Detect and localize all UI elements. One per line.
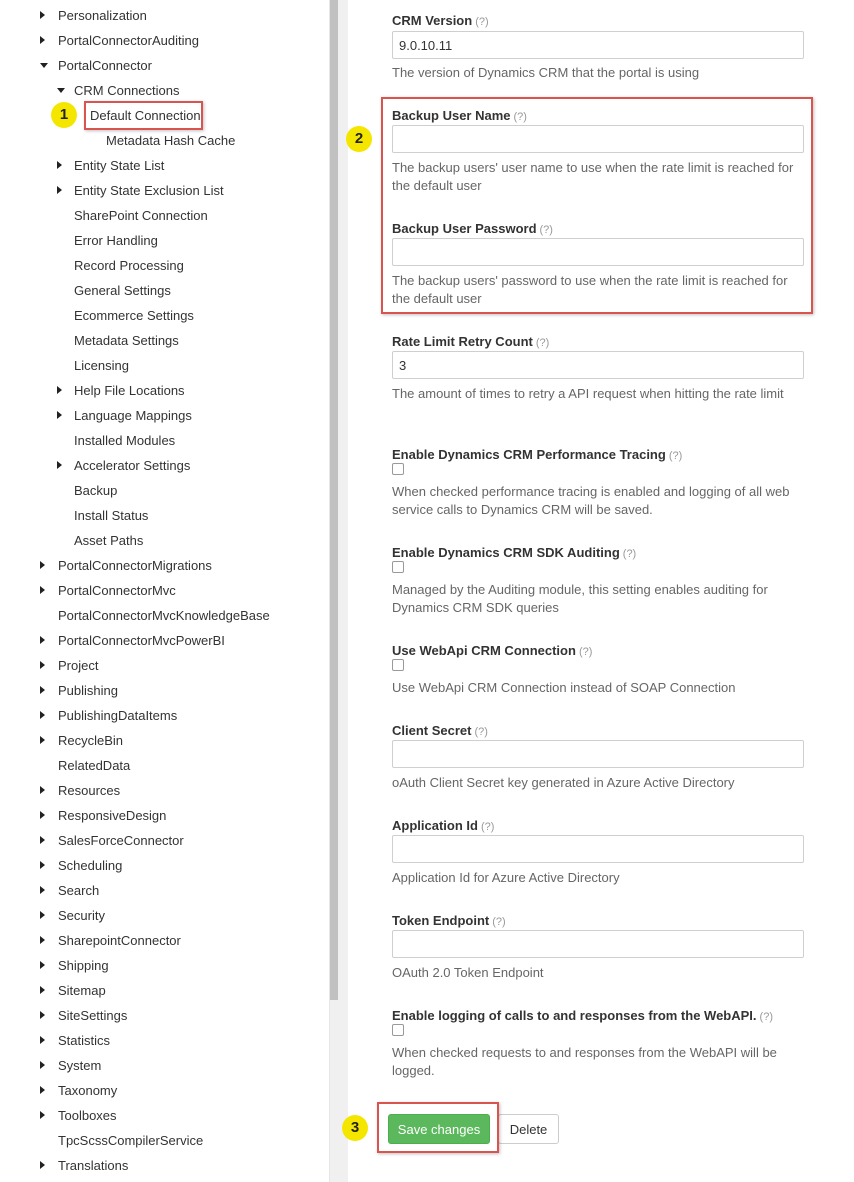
sidebar-item-label: Security bbox=[58, 908, 105, 923]
sidebar-item[interactable] bbox=[0, 1153, 330, 1178]
help-icon[interactable]: (?) bbox=[578, 646, 593, 658]
application-id-input[interactable] bbox=[392, 835, 804, 863]
sidebar-item-label: Default Connection bbox=[90, 108, 201, 123]
sidebar-item[interactable] bbox=[0, 253, 330, 278]
sidebar-item-label: System bbox=[58, 1058, 102, 1073]
sidebar-item[interactable] bbox=[0, 153, 330, 178]
help-icon[interactable]: (?) bbox=[622, 548, 637, 560]
help-icon[interactable]: (?) bbox=[480, 821, 495, 833]
webapi-logging-label bbox=[392, 1008, 773, 1023]
caret-right-icon[interactable] bbox=[40, 986, 45, 994]
sidebar-item[interactable] bbox=[0, 1028, 330, 1053]
backup-user-password-label bbox=[392, 221, 553, 236]
caret-right-icon[interactable] bbox=[57, 161, 62, 169]
sidebar-item-label: SharepointConnector bbox=[58, 933, 181, 948]
sidebar-item-label: Statistics bbox=[58, 1033, 111, 1048]
webapi-logging-label-text: Enable logging of calls to and responses from the WebAPI. bbox=[392, 1008, 757, 1023]
sdk-auditing-label bbox=[392, 545, 636, 560]
help-icon[interactable]: (?) bbox=[513, 111, 527, 123]
help-icon[interactable]: (?) bbox=[535, 337, 550, 349]
crm-version-label bbox=[392, 13, 489, 28]
sidebar-item-label: RecycleBin bbox=[58, 733, 124, 748]
sidebar-item[interactable] bbox=[0, 528, 330, 553]
sidebar-item[interactable] bbox=[0, 478, 330, 503]
sidebar-item-label: PortalConnectorMvcPowerBI bbox=[58, 633, 225, 648]
rate-limit-retry-count-label-text: Rate Limit Retry Count bbox=[392, 334, 533, 349]
application-id-description: Application Id for Azure Active Directory bbox=[392, 870, 620, 885]
sidebar-item[interactable] bbox=[0, 953, 330, 978]
backup-user-name-label-text: Backup User Name bbox=[392, 108, 511, 123]
caret-right-icon[interactable] bbox=[40, 911, 45, 919]
sidebar-item[interactable] bbox=[0, 1003, 330, 1028]
sidebar-item-label: Asset Paths bbox=[74, 533, 144, 548]
caret-right-icon[interactable] bbox=[40, 786, 45, 794]
sidebar-item-label: PortalConnectorMigrations bbox=[58, 558, 212, 573]
sidebar-item-label: SalesForceConnector bbox=[58, 833, 184, 848]
caret-right-icon[interactable] bbox=[40, 1086, 45, 1094]
caret-right-icon[interactable] bbox=[40, 36, 45, 44]
sidebar-item[interactable] bbox=[0, 628, 330, 653]
sidebar-item-label: PortalConnectorMvc bbox=[58, 583, 176, 598]
sidebar-item[interactable] bbox=[0, 228, 330, 253]
sidebar-item[interactable] bbox=[0, 678, 330, 703]
sidebar-item[interactable] bbox=[0, 453, 330, 478]
help-icon[interactable]: (?) bbox=[759, 1011, 773, 1023]
connection-settings-form bbox=[348, 0, 854, 1182]
settings-tree-sidebar bbox=[0, 0, 330, 1182]
sdk-auditing-checkbox[interactable] bbox=[392, 561, 404, 573]
sidebar-item-label: Metadata Hash Cache bbox=[106, 133, 236, 148]
caret-right-icon[interactable] bbox=[40, 961, 45, 969]
sidebar-item[interactable] bbox=[0, 178, 330, 203]
sidebar-item-label: PublishingDataItems bbox=[58, 708, 178, 723]
help-icon[interactable]: (?) bbox=[539, 224, 553, 236]
sidebar-item-label: Installed Modules bbox=[74, 433, 176, 448]
sidebar-item-label: Search bbox=[58, 883, 100, 898]
caret-right-icon[interactable] bbox=[40, 11, 45, 19]
webapi-connection-checkbox[interactable] bbox=[392, 659, 404, 671]
sidebar-item-label: Resources bbox=[58, 783, 121, 798]
rate-limit-retry-count-label bbox=[392, 334, 549, 349]
webapi-logging-checkbox[interactable] bbox=[392, 1024, 404, 1036]
webapi-connection-label-text: Use WebApi CRM Connection bbox=[392, 643, 576, 658]
sidebar-item-label: SharePoint Connection bbox=[74, 208, 208, 223]
sidebar-item-label: Backup bbox=[74, 483, 118, 498]
sidebar-item-label: Taxonomy bbox=[58, 1083, 118, 1098]
sidebar-item[interactable] bbox=[0, 728, 330, 753]
rate-limit-retry-count-description: The amount of times to retry a API request when hitting the rate limit bbox=[392, 386, 784, 401]
crm-version-label-text: CRM Version bbox=[392, 13, 473, 28]
caret-right-icon[interactable] bbox=[40, 686, 45, 694]
sidebar-item-label: CRM Connections bbox=[74, 83, 180, 98]
sidebar-item-label: PortalConnector bbox=[58, 58, 152, 73]
help-icon[interactable]: (?) bbox=[475, 16, 489, 28]
sidebar-item-label: Accelerator Settings bbox=[74, 458, 191, 473]
sidebar-item[interactable] bbox=[0, 778, 330, 803]
backup-user-password-input[interactable] bbox=[392, 238, 804, 266]
caret-right-icon[interactable] bbox=[40, 886, 45, 894]
sidebar-item-label: General Settings bbox=[74, 283, 171, 298]
sidebar-item-label: Error Handling bbox=[74, 233, 158, 248]
sidebar-item[interactable] bbox=[0, 978, 330, 1003]
sidebar-item[interactable] bbox=[0, 353, 330, 378]
webapi-logging-description: When checked requests to and responses from the WebAPI will be logged. bbox=[392, 1045, 777, 1078]
annotation-badge-3: 3 bbox=[342, 1115, 368, 1141]
caret-down-icon[interactable] bbox=[40, 63, 48, 68]
sidebar-item-label: Publishing bbox=[58, 683, 118, 698]
sidebar-item[interactable] bbox=[0, 603, 330, 628]
perf-tracing-checkbox[interactable] bbox=[392, 463, 404, 475]
webapi-connection-label bbox=[392, 643, 592, 658]
backup-user-name-input[interactable] bbox=[392, 125, 804, 153]
token-endpoint-label-text: Token Endpoint bbox=[392, 913, 490, 928]
token-endpoint-input[interactable] bbox=[392, 930, 804, 958]
sidebar-item[interactable] bbox=[0, 1078, 330, 1103]
client-secret-input[interactable] bbox=[392, 740, 804, 768]
sidebar-item-label: Licensing bbox=[74, 358, 129, 373]
crm-version-input[interactable] bbox=[392, 31, 804, 59]
sidebar-item-label: Language Mappings bbox=[74, 408, 192, 423]
caret-right-icon[interactable] bbox=[40, 736, 45, 744]
perf-tracing-label bbox=[392, 447, 682, 462]
sidebar-item-label: TpcScssCompilerService bbox=[58, 1133, 204, 1148]
caret-right-icon[interactable] bbox=[57, 411, 62, 419]
sidebar-item-label: PortalConnectorMvcKnowledgeBase bbox=[58, 608, 270, 623]
client-secret-description: oAuth Client Secret key generated in Azure Active Directory bbox=[392, 775, 735, 790]
sidebar-item[interactable] bbox=[0, 578, 330, 603]
sidebar-item[interactable] bbox=[0, 78, 330, 103]
sidebar-item-label: PortalConnectorAuditing bbox=[58, 33, 199, 48]
sidebar-item[interactable] bbox=[0, 653, 330, 678]
sidebar-item[interactable] bbox=[0, 203, 330, 228]
sidebar-item-label: Entity State List bbox=[74, 158, 165, 173]
sidebar-item-label: Project bbox=[58, 658, 99, 673]
caret-right-icon[interactable] bbox=[40, 636, 45, 644]
sidebar-item[interactable] bbox=[0, 1103, 330, 1128]
webapi-connection-description: Use WebApi CRM Connection instead of SOAP Connection bbox=[392, 680, 736, 695]
rate-limit-retry-count-input[interactable] bbox=[392, 351, 804, 379]
caret-right-icon[interactable] bbox=[40, 861, 45, 869]
caret-right-icon[interactable] bbox=[40, 661, 45, 669]
sidebar-item[interactable] bbox=[0, 428, 330, 453]
sidebar-item[interactable] bbox=[0, 553, 330, 578]
backup-user-name-label bbox=[392, 108, 527, 123]
sidebar-item[interactable] bbox=[0, 878, 330, 903]
save-changes-button[interactable]: Save changes bbox=[388, 1114, 490, 1144]
sidebar-item[interactable] bbox=[0, 3, 330, 28]
caret-right-icon[interactable] bbox=[40, 1111, 45, 1119]
sdk-auditing-label-text: Enable Dynamics CRM SDK Auditing bbox=[392, 545, 620, 560]
backup-user-name-description: The backup users' user name to use when the rate limit is reached for the default user bbox=[392, 160, 794, 193]
caret-right-icon[interactable] bbox=[40, 1161, 45, 1169]
sidebar-item-label: SiteSettings bbox=[58, 1008, 128, 1023]
caret-right-icon[interactable] bbox=[40, 936, 45, 944]
sidebar-item[interactable] bbox=[0, 828, 330, 853]
caret-right-icon[interactable] bbox=[40, 1036, 45, 1044]
sidebar-item-label: Entity State Exclusion List bbox=[74, 183, 224, 198]
caret-down-icon[interactable] bbox=[57, 88, 65, 93]
caret-right-icon[interactable] bbox=[40, 561, 45, 569]
sidebar-item[interactable] bbox=[0, 1128, 330, 1153]
sidebar-item-label: Ecommerce Settings bbox=[74, 308, 194, 323]
caret-right-icon[interactable] bbox=[40, 1061, 45, 1069]
sidebar-item[interactable] bbox=[0, 853, 330, 878]
caret-right-icon[interactable] bbox=[40, 711, 45, 719]
perf-tracing-description: When checked performance tracing is enabled and logging of all web service calls to Dynamics CRM will be saved. bbox=[392, 484, 790, 517]
client-secret-label-text: Client Secret bbox=[392, 723, 472, 738]
caret-right-icon[interactable] bbox=[57, 461, 62, 469]
backup-user-password-label-text: Backup User Password bbox=[392, 221, 537, 236]
sidebar-item[interactable] bbox=[0, 753, 330, 778]
sidebar-scrollbar-thumb[interactable] bbox=[330, 0, 338, 1000]
token-endpoint-description: OAuth 2.0 Token Endpoint bbox=[392, 965, 544, 980]
sidebar-item[interactable] bbox=[0, 403, 330, 428]
sidebar-item[interactable] bbox=[0, 703, 330, 728]
help-icon[interactable]: (?) bbox=[668, 450, 683, 462]
perf-tracing-label-text: Enable Dynamics CRM Performance Tracing bbox=[392, 447, 666, 462]
client-secret-label bbox=[392, 723, 488, 738]
sidebar-item[interactable] bbox=[0, 128, 330, 153]
caret-right-icon[interactable] bbox=[57, 186, 62, 194]
sidebar-item[interactable] bbox=[0, 1053, 330, 1078]
sidebar-item-label: Shipping bbox=[58, 958, 109, 973]
sidebar-item-label: Sitemap bbox=[58, 983, 106, 998]
sidebar-item[interactable] bbox=[0, 278, 330, 303]
sdk-auditing-description: Managed by the Auditing module, this setting enables auditing for Dynamics CRM SDK queries bbox=[392, 582, 768, 615]
delete-button[interactable]: Delete bbox=[498, 1114, 559, 1144]
sidebar-item[interactable] bbox=[0, 103, 330, 128]
sidebar-item-label: Scheduling bbox=[58, 858, 123, 873]
sidebar-item-label: ResponsiveDesign bbox=[58, 808, 167, 823]
caret-right-icon[interactable] bbox=[40, 1011, 45, 1019]
caret-right-icon[interactable] bbox=[40, 836, 45, 844]
sidebar-item-label: Personalization bbox=[58, 8, 147, 23]
caret-right-icon[interactable] bbox=[40, 586, 45, 594]
sidebar-item-label: Install Status bbox=[74, 508, 149, 523]
caret-right-icon[interactable] bbox=[40, 811, 45, 819]
sidebar-item[interactable] bbox=[0, 803, 330, 828]
application-id-label bbox=[392, 818, 494, 833]
sidebar-item-label: Translations bbox=[58, 1158, 129, 1173]
help-icon[interactable]: (?) bbox=[492, 916, 506, 928]
sidebar-item[interactable] bbox=[0, 28, 330, 53]
sidebar-item[interactable] bbox=[0, 378, 330, 403]
application-id-label-text: Application Id bbox=[392, 818, 478, 833]
annotation-badge-1: 1 bbox=[51, 102, 77, 128]
sidebar-item-label: Record Processing bbox=[74, 258, 184, 273]
annotation-badge-2: 2 bbox=[346, 126, 372, 152]
sidebar-item-label: Help File Locations bbox=[74, 383, 185, 398]
sidebar-item-label: Metadata Settings bbox=[74, 333, 179, 348]
sidebar-item[interactable] bbox=[0, 503, 330, 528]
sidebar-item[interactable] bbox=[0, 53, 330, 78]
sidebar-item[interactable] bbox=[0, 328, 330, 353]
token-endpoint-label bbox=[392, 913, 506, 928]
sidebar-item[interactable] bbox=[0, 903, 330, 928]
sidebar-item-label: Toolboxes bbox=[58, 1108, 117, 1123]
help-icon[interactable]: (?) bbox=[474, 726, 488, 738]
backup-user-password-description: The backup users' password to use when the rate limit is reached for the default user bbox=[392, 273, 788, 306]
caret-right-icon[interactable] bbox=[57, 386, 62, 394]
crm-version-description: The version of Dynamics CRM that the portal is using bbox=[392, 65, 700, 80]
sidebar-item[interactable] bbox=[0, 928, 330, 953]
sidebar-item[interactable] bbox=[0, 303, 330, 328]
sidebar-item-label: RelatedData bbox=[58, 758, 131, 773]
